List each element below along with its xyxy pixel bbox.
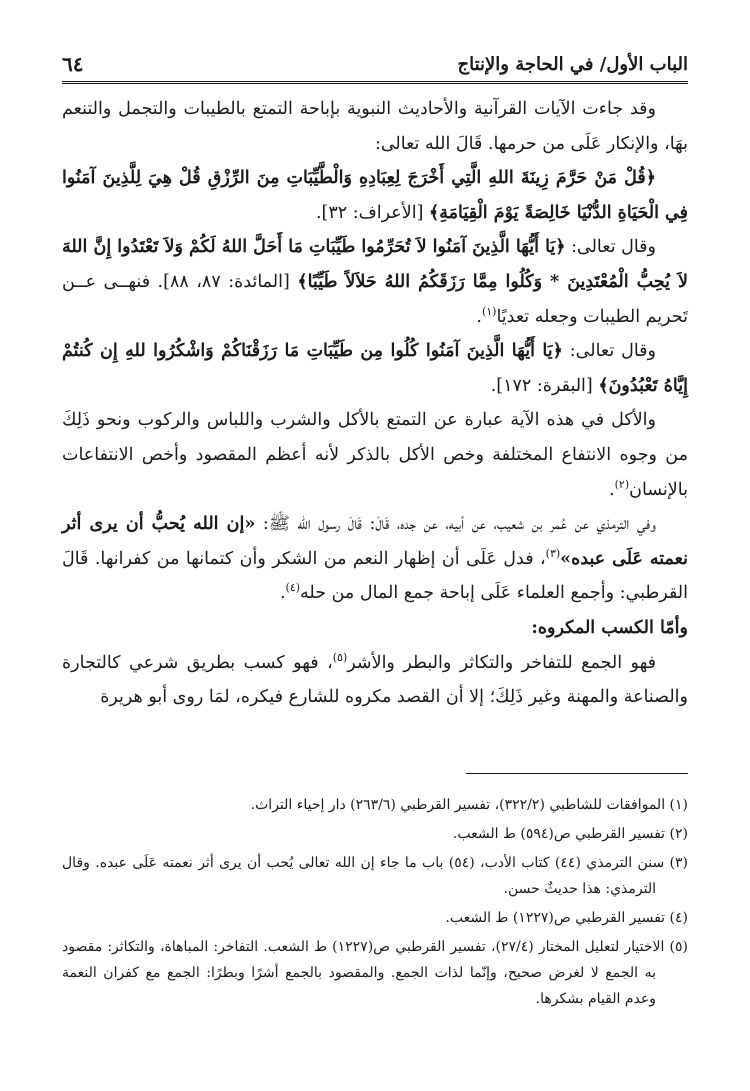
quran-verse: ﴿يَا أَيُّهَا الَّذِينَ آمَنُوا كُلُوا مِن طَيِّبَاتِ مَا رَزَقْنَاكُمْ وَاشْكُرُوا للهِ إِن كُنتُمْ إِيَّاهُ تَعْبُدُونَ﴾ — [62, 341, 688, 396]
hadith-quote: «إن الله يُحبُّ أن يرى أثر نعمته عَلَى عبده» — [62, 514, 688, 569]
footnote-1: (١) الموافقات للشاطبي (٣٢٢/٢)، تفسير القرطبي (٢٦٣/٦) دار إحياء التراث. — [250, 797, 688, 813]
paragraph-end: . — [476, 306, 482, 327]
paragraph-lead: وقال تعالى: — [562, 341, 656, 362]
paragraph-eating — [62, 403, 688, 507]
paragraph-disliked-earning — [62, 646, 688, 715]
intro-text: وقد جاءت الآيات القرآنية والأحاديث النبوية بإباحة التمتع بالطيبات والتجمل والتنعم بهَا، والإنكار عَلَى من حرمها. قَالَ الله تعالى: — [62, 99, 688, 154]
paragraph-lead: فهو الجمع للتفاخر والتكاثر والبطر والأشر — [347, 652, 656, 673]
paragraph-text: [المائدة: ٨٧، ٨٨]. فنهــى عــن تَحريم الطيبات وجعله تعديًا — [62, 271, 688, 327]
paragraph-quran-baqarah — [62, 334, 688, 403]
paragraph-quran-maidah — [62, 230, 688, 334]
main-text — [62, 92, 688, 715]
paragraph-text: ، فدل عَلَى أن إظهار النعم من الشكر وأن كتمانها من كفرانها. قَالَ القرطبي: وأجمع العلماء عَلَى إباحة جمع المال من حله — [62, 548, 688, 604]
paragraph-lead: وقال تعالى: — [565, 237, 656, 258]
footnote-2: (٢) تفسير القرطبي ص(٥٩٤) ط الشعب. — [452, 826, 688, 842]
section-heading: وأمّا الكسب المكروه: — [531, 617, 688, 638]
footnote-marker: (١) — [481, 304, 497, 318]
page-number: ٦٤ — [62, 52, 84, 76]
running-header — [62, 50, 688, 84]
chapter-title: الباب الأول/ في الحاجة والإنتاج — [457, 54, 688, 75]
paragraph-end: . — [279, 583, 286, 604]
footnote-marker: (٣) — [545, 546, 561, 560]
paragraph-end: . — [609, 479, 615, 500]
header-rule — [62, 81, 688, 84]
paragraph-hadith — [62, 507, 688, 611]
footnote-marker: (٥) — [332, 650, 348, 664]
footnote-marker: (٢) — [614, 477, 630, 491]
footnote-5: (٥) الاختيار لتعليل المختار (٢٧/٤)، تفسير القرطبي ص(١٢٢٧) ط الشعب. التفاخر: المباهاة، والتكاثر: مقصود به الجمع لا لغرض صحيح، وإنّما لذات الجمع. والمقصود بالجمع أشرًا وبطرًا: الجمع مع كفران النعمة وعدم القيام بشكرها. — [62, 939, 688, 1007]
quran-verse: ﴿قُلْ مَنْ حَرَّمَ زِينَةَ اللهِ الَّتِي أَخْرَجَ لِعِبَادِهِ وَالْطَّيِّبَاتِ مِنَ الرِّزْقِ قُلْ هِيَ لِلَّذِينَ آمَنُوا فِي الْحَيَاةِ الدُّنْيَا خَالِصَةً يَوْمَ الْقِيَامَةِ﴾ — [62, 168, 688, 223]
footnote-3: (٣) سنن الترمذي (٤٤) كتاب الأدب، (٥٤) باب ما جاء إن الله تعالى يُحب أن يرى أثر نعمته عَلَى عبده. وقال الترمذي: هذا حديثٌ حسن. — [62, 855, 688, 897]
paragraph-quran-araf — [62, 161, 688, 230]
footnote-4: (٤) تفسير القرطبي ص(١٢٢٧) ط الشعب. — [445, 910, 688, 926]
paragraph-text: والأكل في هذه الآية عبارة عن التمتع بالأكل والشرب واللباس والركوب ونحو ذَلِكَ من وجوه الانتفاع المختلفة وخص الأكل بالذكر لأنه أعظم المقصود وأخص الانتفاعات بالإنسان — [62, 410, 688, 500]
paragraph-lead: وفي الترمذي عن عُمر بن شعيب، عن أبيه، عن جده، قَالَ: قَالَ رسول الله ﷺ: — [255, 514, 656, 535]
verse-reference: [البقرة: ١٧٢]. — [490, 375, 599, 396]
footnote-separator — [466, 773, 688, 774]
paragraph-text: ، فهو كسب بطريق شرعي كالتجارة والصناعة والمهنة وغير ذَلِكَ؛ إلا أن القصد مكروه للشارع فيكره، لمَا روى أبو هريرة — [62, 652, 688, 708]
verse-reference: [الأعراف: ٣٢]. — [315, 202, 429, 223]
footnotes — [62, 792, 688, 1015]
paragraph-intro — [62, 92, 688, 161]
footnote-marker: (٤) — [285, 581, 301, 595]
quran-verse: ﴿يَا أَيُّهَا الَّذِينَ آمَنُوا لاَ تُحَرِّمُوا طَيِّبَاتِ مَا أَحَلَّ اللهُ لَكُمْ وَلاَ تَعْتَدُوا إِنَّ اللهَ لاَ يُحِبُّ الْمُعْتَدِينَ * وَكُلُوا مِمَّا رَزَقَكُمُ اللهُ حَلاَلاً طَيِّبًا﴾ — [62, 237, 689, 292]
